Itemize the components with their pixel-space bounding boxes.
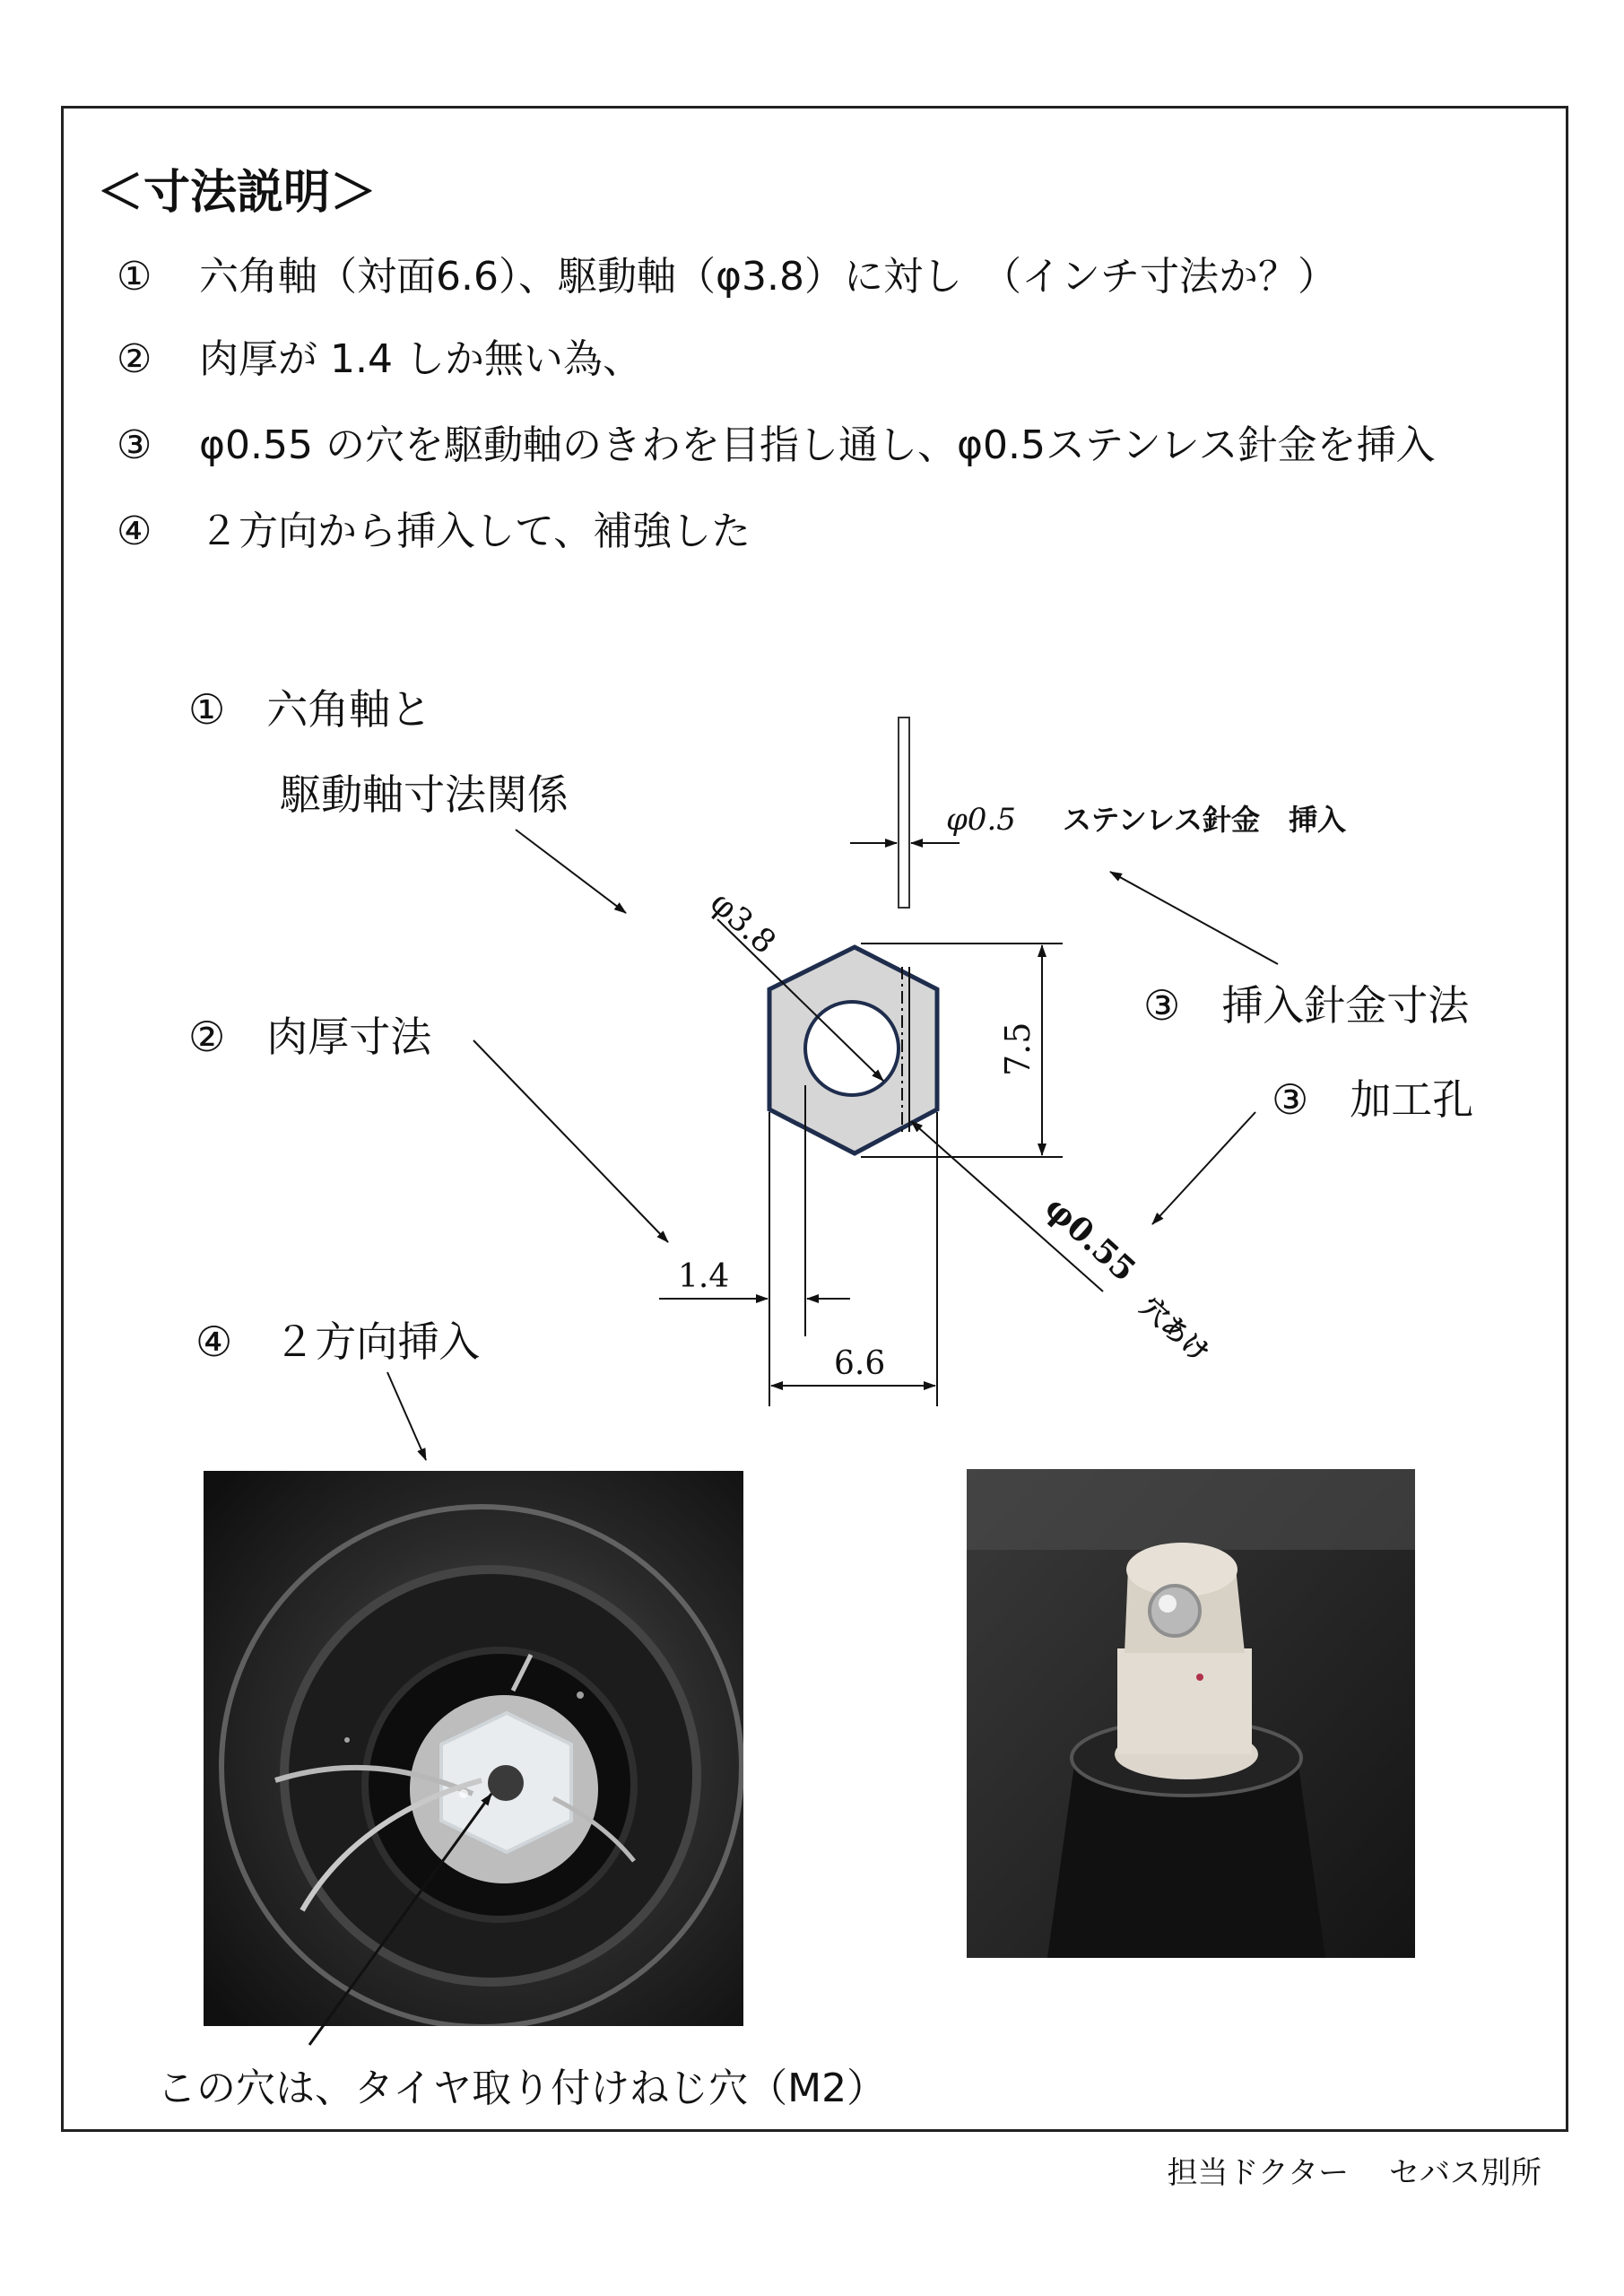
label-hex-relation-sub: 駆動軸寸法関係 [280,770,569,819]
item-text: 六角軸（対面6.6）、駆動軸（φ3.8）に対し （インチ寸法か？） [199,254,1337,300]
label-wire-size: ③ 挿入針金寸法 [1143,981,1470,1030]
label-two-directions: ④ ２方向挿入 [195,1318,481,1366]
item-number: ③ [117,422,152,468]
width-dim-label: 6.6 [834,1345,886,1382]
label-hex-relation: ① 六角軸と [188,685,432,734]
height-dim-label: 7.5 [998,1022,1038,1076]
wire-text-label: ステンレス針金 挿入 [1063,803,1347,837]
photo-caption: この穴は、タイヤ取り付けねじ穴（M2） [157,2066,887,2111]
label-drill-hole: ③ 加工孔 [1272,1075,1474,1124]
shaft-dim-label: φ3.8 [702,884,783,961]
label-wall-thickness: ② 肉厚寸法 [188,1013,432,1061]
section-heading: ＜寸法説明＞ [97,166,378,220]
footer-credit: 担当ドクター セバス別所 [1167,2155,1541,2191]
item-text: ２方向から挿入して、補強した [199,509,751,554]
item-text: φ0.55 の穴を駆動軸のきわを目指し通し、φ0.5ステンレス針金を挿入 [199,422,1436,468]
thickness-dim-label: 1.4 [678,1258,730,1295]
item-number: ④ [117,509,152,554]
hole-dim-label: φ0.55 [1037,1188,1143,1290]
item-number: ② [117,336,152,382]
wire-dim-label: φ0.5 [946,802,1016,838]
item-text: 肉厚が 1.4 しか無い為、 [199,336,642,382]
item-number: ① [117,254,152,300]
hole-text-label: 穴あけ [1133,1291,1215,1370]
